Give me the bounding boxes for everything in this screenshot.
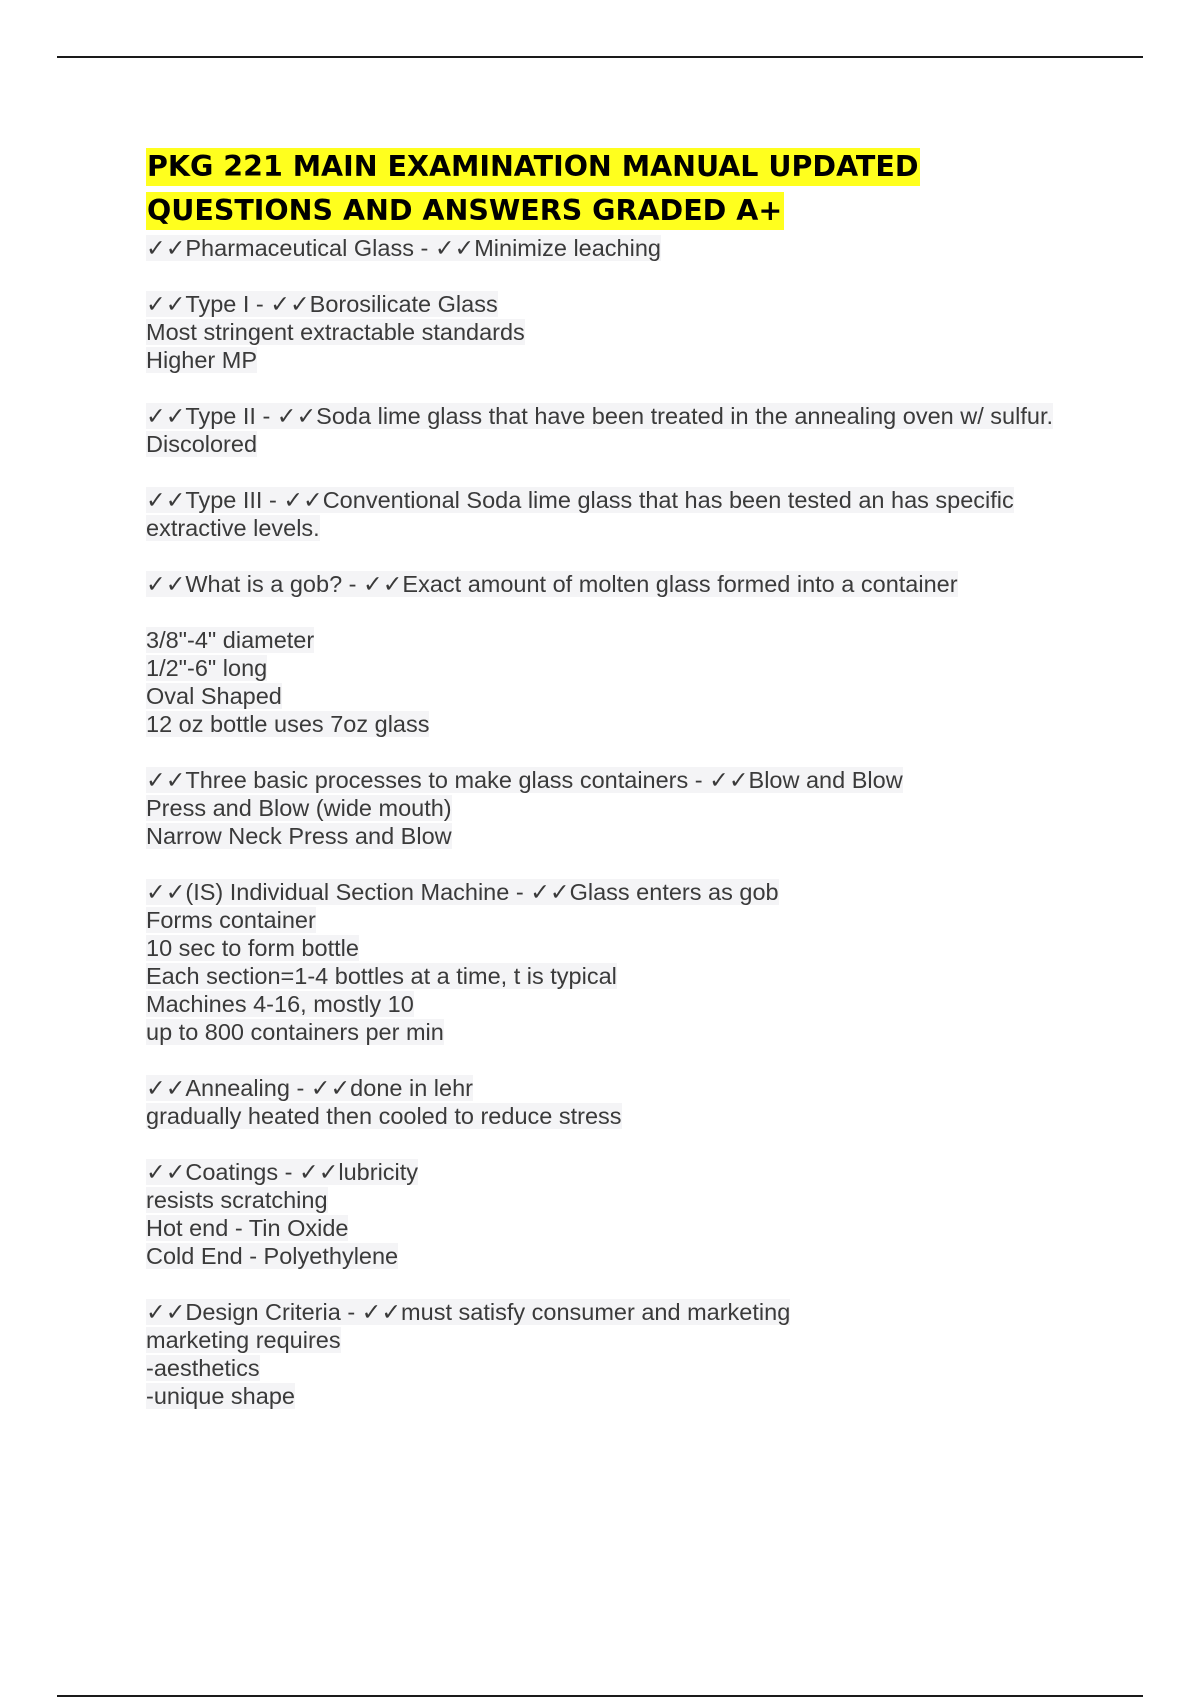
line-text: 10 sec to form bottle	[146, 935, 359, 961]
qa-answer-line	[146, 430, 1146, 458]
line-text: ✓✓Type I - ✓✓Borosilicate Glass	[146, 291, 498, 317]
qa-item	[146, 1158, 1146, 1270]
document-title	[146, 145, 1046, 233]
qa-item	[146, 1074, 1146, 1130]
qa-answer-line	[146, 1326, 1146, 1354]
qa-question-line	[146, 1158, 1146, 1186]
qa-item	[146, 290, 1146, 374]
qa-item	[146, 1298, 1146, 1410]
line-text: Narrow Neck Press and Blow	[146, 823, 452, 849]
line-text: ✓✓Annealing - ✓✓done in lehr	[146, 1075, 473, 1101]
qa-item	[146, 570, 1146, 738]
line-text: 3/8"-4" diameter	[146, 627, 315, 653]
qa-question-line	[146, 1074, 1146, 1102]
title-line-1: PKG 221 MAIN EXAMINATION MANUAL UPDATED	[146, 148, 920, 186]
line-text: ✓✓Coatings - ✓✓lubricity	[146, 1159, 419, 1185]
line-text: -aesthetics	[146, 1355, 260, 1381]
line-text: gradually heated then cooled to reduce stress	[146, 1103, 622, 1129]
line-text: Press and Blow (wide mouth)	[146, 795, 452, 821]
line-text: extractive levels.	[146, 515, 320, 541]
qa-answer-line	[146, 1354, 1146, 1382]
header-rule	[57, 56, 1143, 58]
line-text: Hot end - Tin Oxide	[146, 1215, 349, 1241]
qa-answer-line	[146, 1186, 1146, 1214]
item-gap	[146, 374, 1146, 402]
qa-answer-line	[146, 822, 1146, 850]
qa-item	[146, 878, 1146, 1046]
title-line-2: QUESTIONS AND ANSWERS GRADED A+	[146, 192, 784, 230]
qa-answer-line	[146, 990, 1146, 1018]
qa-answer-line	[146, 1102, 1146, 1130]
line-text: ✓✓What is a gob? - ✓✓Exact amount of molten glass formed into a container	[146, 571, 958, 597]
line-text: Higher MP	[146, 347, 258, 373]
item-gap	[146, 1046, 1146, 1074]
line-text: marketing requires	[146, 1327, 341, 1353]
qa-item	[146, 486, 1146, 542]
line-text: resists scratching	[146, 1187, 328, 1213]
qa-question-line	[146, 570, 1146, 598]
item-gap	[146, 1270, 1146, 1298]
qa-answer-line	[146, 1242, 1146, 1270]
qa-answer-line	[146, 1214, 1146, 1242]
line-text: Each section=1-4 bottles at a time, t is typical	[146, 963, 617, 989]
line-text: Cold End - Polyethylene	[146, 1243, 399, 1269]
footer-rule	[57, 1695, 1143, 1697]
qa-question-line	[146, 878, 1146, 906]
line-text: 1/2"-6" long	[146, 655, 268, 681]
line-text: Forms container	[146, 907, 316, 933]
item-gap	[146, 542, 1146, 570]
line-text: -unique shape	[146, 1383, 295, 1409]
item-gap	[146, 850, 1146, 878]
line-text: ✓✓Three basic processes to make glass containers - ✓✓Blow and Blow	[146, 767, 903, 793]
item-gap	[146, 458, 1146, 486]
qa-answer-line	[146, 906, 1146, 934]
qa-list	[146, 234, 1146, 1410]
line-text: ✓✓Design Criteria - ✓✓must satisfy consumer and marketing	[146, 1299, 791, 1325]
line-text: Machines 4-16, mostly 10	[146, 991, 414, 1017]
line-text: Discolored	[146, 431, 258, 457]
item-gap	[146, 262, 1146, 290]
qa-answer-line	[146, 514, 1146, 542]
line-text: 12 oz bottle uses 7oz glass	[146, 711, 430, 737]
qa-answer-line	[146, 1382, 1146, 1410]
line-text: ✓✓(IS) Individual Section Machine - ✓✓Glass enters as gob	[146, 879, 779, 905]
qa-answer-line	[146, 318, 1146, 346]
qa-question-line	[146, 766, 1146, 794]
qa-item	[146, 766, 1146, 850]
item-gap	[146, 1130, 1146, 1158]
qa-answer-line	[146, 1018, 1146, 1046]
line-text: up to 800 containers per min	[146, 1019, 444, 1045]
qa-item	[146, 234, 1146, 262]
qa-item	[146, 402, 1146, 458]
qa-question-line	[146, 234, 1146, 262]
item-gap	[146, 738, 1146, 766]
line-text: Most stringent extractable standards	[146, 319, 525, 345]
qa-question-line	[146, 290, 1146, 318]
qa-answer-line	[146, 346, 1146, 374]
qa-answer-line	[146, 626, 1146, 654]
qa-answer-line	[146, 962, 1146, 990]
qa-question-line	[146, 402, 1146, 430]
qa-question-line	[146, 486, 1146, 514]
line-text: ✓✓Type III - ✓✓Conventional Soda lime glass that has been tested an has specific	[146, 487, 1014, 513]
qa-answer-line	[146, 934, 1146, 962]
line-text: ✓✓Pharmaceutical Glass - ✓✓Minimize leaching	[146, 235, 661, 261]
qa-answer-line	[146, 710, 1146, 738]
blank-line	[146, 598, 1146, 626]
line-text: Oval Shaped	[146, 683, 282, 709]
qa-answer-line	[146, 654, 1146, 682]
line-text: ✓✓Type II - ✓✓Soda lime glass that have been treated in the annealing oven w/ sulfur.	[146, 403, 1053, 429]
qa-answer-line	[146, 794, 1146, 822]
qa-question-line	[146, 1298, 1146, 1326]
qa-answer-line	[146, 682, 1146, 710]
